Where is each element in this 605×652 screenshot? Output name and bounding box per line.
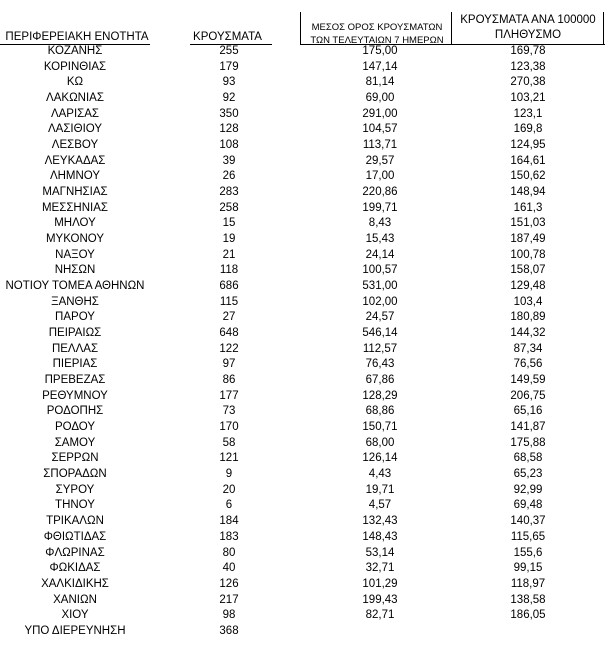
cell-cases-per-100k: 186,05 <box>510 609 546 622</box>
cell-cases: 98 <box>222 609 236 622</box>
table-row <box>0 326 605 342</box>
cell-seven-day-average: 24,14 <box>365 248 395 261</box>
table-row <box>0 75 605 91</box>
cell-cases: 177 <box>219 389 239 402</box>
cell-cases: 97 <box>222 358 236 371</box>
table-row <box>0 357 605 373</box>
table-row <box>0 514 605 530</box>
cell-cases-per-100k: 103,4 <box>513 295 543 308</box>
cell-region: ΛΕΥΚΑΔΑΣ <box>44 154 106 167</box>
cell-seven-day-average: 4,43 <box>368 468 392 481</box>
table-row <box>0 107 605 123</box>
cell-cases-per-100k: 100,78 <box>510 248 546 261</box>
cell-seven-day-average: 147,14 <box>362 60 398 73</box>
cell-cases: 80 <box>222 546 236 559</box>
header-divider-middle <box>451 12 452 45</box>
cell-cases-per-100k: 141,87 <box>510 421 546 434</box>
cell-seven-day-average: 19,71 <box>365 483 395 496</box>
table-row <box>0 467 605 483</box>
cell-region: ΤΗΝΟΥ <box>55 499 95 512</box>
cell-seven-day-average: 113,71 <box>362 139 398 152</box>
header-avg-line2: ΤΩΝ ΤΕΛΕΥΤΑΙΩΝ 7 ΗΜΕΡΩΝ <box>310 35 444 46</box>
table-row <box>0 404 605 420</box>
cell-region: ΞΑΝΘΗΣ <box>51 295 99 308</box>
cell-seven-day-average: 15,43 <box>365 233 395 246</box>
table-row <box>0 530 605 546</box>
cell-cases-per-100k: 164,61 <box>510 154 546 167</box>
cell-cases: 686 <box>219 280 239 293</box>
cell-cases-per-100k: 187,49 <box>510 233 546 246</box>
table-row <box>0 483 605 499</box>
cell-cases-per-100k: 149,59 <box>510 374 546 387</box>
cell-cases: 58 <box>222 436 236 449</box>
cell-cases: 122 <box>219 342 239 355</box>
table-row <box>0 169 605 185</box>
cell-cases-per-100k: 169,78 <box>510 45 546 57</box>
cell-cases: 6 <box>225 499 233 512</box>
cell-seven-day-average: 24,57 <box>365 311 395 324</box>
table-row <box>0 310 605 326</box>
table-row <box>0 451 605 467</box>
cell-seven-day-average: 104,57 <box>362 123 398 136</box>
table-row <box>0 201 605 217</box>
cell-region: ΡΕΘΥΜΝΟΥ <box>42 389 108 402</box>
cell-cases-per-100k: 115,65 <box>510 530 546 543</box>
cell-cases-per-100k: 270,38 <box>510 76 546 89</box>
cell-region: ΛΑΣΙΘΙΟΥ <box>47 123 103 136</box>
table-row <box>0 498 605 514</box>
cell-seven-day-average: 17,00 <box>365 170 395 183</box>
cell-cases: 648 <box>219 327 239 340</box>
cell-seven-day-average: 76,43 <box>365 358 395 371</box>
cell-region: ΛΕΣΒΟΥ <box>51 139 99 152</box>
cell-cases: 179 <box>219 60 239 73</box>
cell-region: ΧΑΛΚΙΔΙΚΗΣ <box>41 577 109 590</box>
cell-region: ΡΟΔΟΥ <box>54 421 96 434</box>
cell-cases-per-100k: 129,48 <box>510 280 546 293</box>
cell-cases-per-100k: 175,88 <box>510 436 546 449</box>
cell-seven-day-average: 531,00 <box>362 280 398 293</box>
cell-cases-per-100k: 155,6 <box>513 546 543 559</box>
cell-region: ΧΑΝΙΩΝ <box>53 593 97 606</box>
cell-seven-day-average: 199,43 <box>362 593 398 606</box>
cell-cases: 40 <box>222 562 236 575</box>
table-row <box>0 436 605 452</box>
cell-seven-day-average: 199,71 <box>362 201 398 214</box>
cell-cases-per-100k: 140,37 <box>510 515 546 528</box>
cell-seven-day-average: 546,14 <box>362 327 398 340</box>
cell-cases: 108 <box>219 139 239 152</box>
cell-region: ΜΗΛΟΥ <box>54 217 96 230</box>
cell-cases-per-100k: 158,07 <box>510 264 546 277</box>
cell-seven-day-average: 68,86 <box>365 405 395 418</box>
cell-cases-per-100k: 148,94 <box>510 186 546 199</box>
cell-cases: 217 <box>219 593 239 606</box>
cell-cases: 15 <box>222 217 236 230</box>
cell-region: ΠΕΛΛΑΣ <box>51 342 99 355</box>
header-per100k-line2: ΠΛΗΘΥΣΜΟ <box>494 29 562 41</box>
cell-cases-per-100k: 69,48 <box>513 499 543 512</box>
cell-seven-day-average: 220,86 <box>362 186 398 199</box>
cell-cases: 258 <box>219 201 239 214</box>
cell-cases: 255 <box>219 45 239 57</box>
cell-cases: 128 <box>219 123 239 136</box>
cell-cases-per-100k: 87,34 <box>513 342 543 355</box>
table-row <box>0 577 605 593</box>
table-row <box>0 263 605 279</box>
cell-cases-per-100k: 118,97 <box>510 577 546 590</box>
cell-region: ΣΠΟΡΑΔΩΝ <box>43 468 107 481</box>
cell-cases: 118 <box>219 264 239 277</box>
cell-cases: 86 <box>222 374 236 387</box>
table-row <box>0 373 605 389</box>
cell-cases-per-100k: 123,1 <box>513 107 543 120</box>
cell-seven-day-average: 32,71 <box>365 562 395 575</box>
cell-seven-day-average: 29,57 <box>365 154 395 167</box>
cell-cases: 26 <box>222 170 236 183</box>
header-avg-line1: ΜΕΣΟΣ ΟΡΟΣ ΚΡΟΥΣΜΑΤΩΝ <box>311 22 443 33</box>
cell-cases-per-100k: 206,75 <box>510 389 546 402</box>
cell-region: ΦΘΙΩΤΙΔΑΣ <box>43 530 107 543</box>
cell-cases: 121 <box>219 452 239 465</box>
cell-cases: 350 <box>219 107 239 120</box>
cell-seven-day-average: 126,14 <box>362 452 398 465</box>
cell-seven-day-average: 150,71 <box>362 421 398 434</box>
table-row <box>0 546 605 562</box>
cell-cases-per-100k: 144,32 <box>510 327 546 340</box>
table-row <box>0 389 605 405</box>
cell-seven-day-average: 101,29 <box>362 577 398 590</box>
cell-cases-per-100k: 65,16 <box>513 405 543 418</box>
header-region: ΠΕΡΙΦΕΡΕΙΑΚΗ ΕΝΟΤΗΤΑ <box>5 31 149 43</box>
table-row <box>0 295 605 311</box>
cell-region: ΜΑΓΝΗΣΙΑΣ <box>42 186 108 199</box>
cell-region: ΣΑΜΟΥ <box>54 436 96 449</box>
table-row <box>0 60 605 76</box>
cell-region: ΧΙΟΥ <box>61 609 89 622</box>
cell-cases-per-100k: 65,23 <box>513 468 543 481</box>
cell-cases-per-100k: 180,89 <box>510 311 546 324</box>
cell-region: ΦΩΚΙΔΑΣ <box>49 562 101 575</box>
table-row <box>0 624 605 640</box>
cell-region: ΠΕΙΡΑΙΩΣ <box>48 327 102 340</box>
cell-cases: 184 <box>219 515 239 528</box>
cell-cases: 283 <box>219 186 239 199</box>
cell-region: ΝΟΤΙΟΥ ΤΟΜΕΑ ΑΘΗΝΩΝ <box>5 280 145 293</box>
cell-cases: 27 <box>222 311 236 324</box>
cell-region: ΜΥΚΟΝΟΥ <box>45 233 105 246</box>
table-row <box>0 248 605 264</box>
cell-cases-per-100k: 138,58 <box>510 593 546 606</box>
cell-cases: 368 <box>219 624 239 637</box>
cell-region: ΣΥΡΟΥ <box>55 483 95 496</box>
cell-region: ΚΩ <box>66 76 84 89</box>
cell-seven-day-average: 69,00 <box>365 92 395 105</box>
header-per100k-line1: ΚΡΟΥΣΜΑΤΑ ΑΝΑ 100000 <box>460 14 596 26</box>
cell-cases: 21 <box>222 248 236 261</box>
cell-region: ΝΗΣΩΝ <box>54 264 96 277</box>
cell-seven-day-average: 53,14 <box>365 546 395 559</box>
header-divider-left <box>300 12 301 45</box>
cell-region: ΠΑΡΟΥ <box>55 311 95 324</box>
cell-cases-per-100k: 99,15 <box>513 562 543 575</box>
cell-cases: 126 <box>219 577 239 590</box>
table-row <box>0 608 605 624</box>
cell-cases: 183 <box>219 530 239 543</box>
cell-cases-per-100k: 103,21 <box>510 92 546 105</box>
cell-seven-day-average: 68,00 <box>365 436 395 449</box>
cell-cases: 115 <box>219 295 239 308</box>
cell-cases: 170 <box>219 421 239 434</box>
cell-cases-per-100k: 123,38 <box>510 60 546 73</box>
cell-cases: 20 <box>222 483 236 496</box>
cell-region: ΤΡΙΚΑΛΩΝ <box>46 515 104 528</box>
cell-seven-day-average: 148,43 <box>362 530 398 543</box>
cell-cases-per-100k: 92,99 <box>513 483 543 496</box>
header-divider-right <box>603 12 604 45</box>
cell-cases-per-100k: 150,62 <box>510 170 546 183</box>
cell-seven-day-average: 175,00 <box>362 45 398 57</box>
cell-seven-day-average: 81,14 <box>365 76 395 89</box>
cell-cases-per-100k: 169,8 <box>513 123 543 136</box>
cell-region: ΡΟΔΟΠΗΣ <box>46 405 104 418</box>
table-body <box>0 44 605 640</box>
header-cases-per-100k <box>448 13 605 43</box>
cell-seven-day-average: 291,00 <box>362 107 398 120</box>
cell-region: ΚΟΡΙΝΘΙΑΣ <box>43 60 107 73</box>
cell-region: ΝΑΞΟΥ <box>55 248 95 261</box>
cell-seven-day-average: 67,86 <box>365 374 395 387</box>
cell-seven-day-average: 82,71 <box>365 609 395 622</box>
table-row <box>0 420 605 436</box>
cell-region: ΣΕΡΡΩΝ <box>51 452 99 465</box>
cell-seven-day-average: 8,43 <box>368 217 392 230</box>
table-row <box>0 342 605 358</box>
table-row <box>0 279 605 295</box>
cell-seven-day-average: 132,43 <box>362 515 398 528</box>
cell-region: ΠΡΕΒΕΖΑΣ <box>44 374 106 387</box>
cell-region: ΠΙΕΡΙΑΣ <box>52 358 98 371</box>
cell-seven-day-average: 128,29 <box>362 389 398 402</box>
cell-region: ΦΛΩΡΙΝΑΣ <box>45 546 105 559</box>
cell-region: ΛΑΚΩΝΙΑΣ <box>46 92 104 105</box>
cell-seven-day-average: 102,00 <box>362 295 398 308</box>
cell-cases: 19 <box>222 233 236 246</box>
header-cases: ΚΡΟΥΣΜΑΤΑ <box>193 31 262 43</box>
cell-region: ΛΑΡΙΣΑΣ <box>50 107 100 120</box>
cell-cases: 92 <box>222 92 236 105</box>
table-row <box>0 122 605 138</box>
cell-cases: 73 <box>222 405 236 418</box>
cell-cases: 9 <box>225 468 233 481</box>
cell-region: ΚΟΖΑΝΗΣ <box>47 45 103 57</box>
cell-seven-day-average: 100,57 <box>362 264 398 277</box>
cell-region: ΜΕΣΣΗΝΙΑΣ <box>41 201 109 214</box>
cell-seven-day-average: 112,57 <box>362 342 398 355</box>
table-row <box>0 593 605 609</box>
cell-region: ΥΠΟ ΔΙΕΡΕΥΝΗΣΗ <box>24 624 126 637</box>
cell-cases-per-100k: 68,58 <box>513 452 543 465</box>
cell-cases: 39 <box>222 154 236 167</box>
cell-cases-per-100k: 76,56 <box>513 358 543 371</box>
table-row <box>0 91 605 107</box>
table-row <box>0 216 605 232</box>
table-row <box>0 185 605 201</box>
table-row <box>0 561 605 577</box>
cell-seven-day-average: 4,57 <box>368 499 392 512</box>
cell-cases-per-100k: 161,3 <box>513 201 543 214</box>
table-row <box>0 44 605 60</box>
table-row <box>0 138 605 154</box>
cell-cases: 93 <box>222 76 236 89</box>
cell-region: ΛΗΜΝΟΥ <box>49 170 101 183</box>
cell-cases-per-100k: 151,03 <box>510 217 546 230</box>
table-row <box>0 154 605 170</box>
table-row <box>0 232 605 248</box>
cell-cases-per-100k: 124,95 <box>510 139 546 152</box>
